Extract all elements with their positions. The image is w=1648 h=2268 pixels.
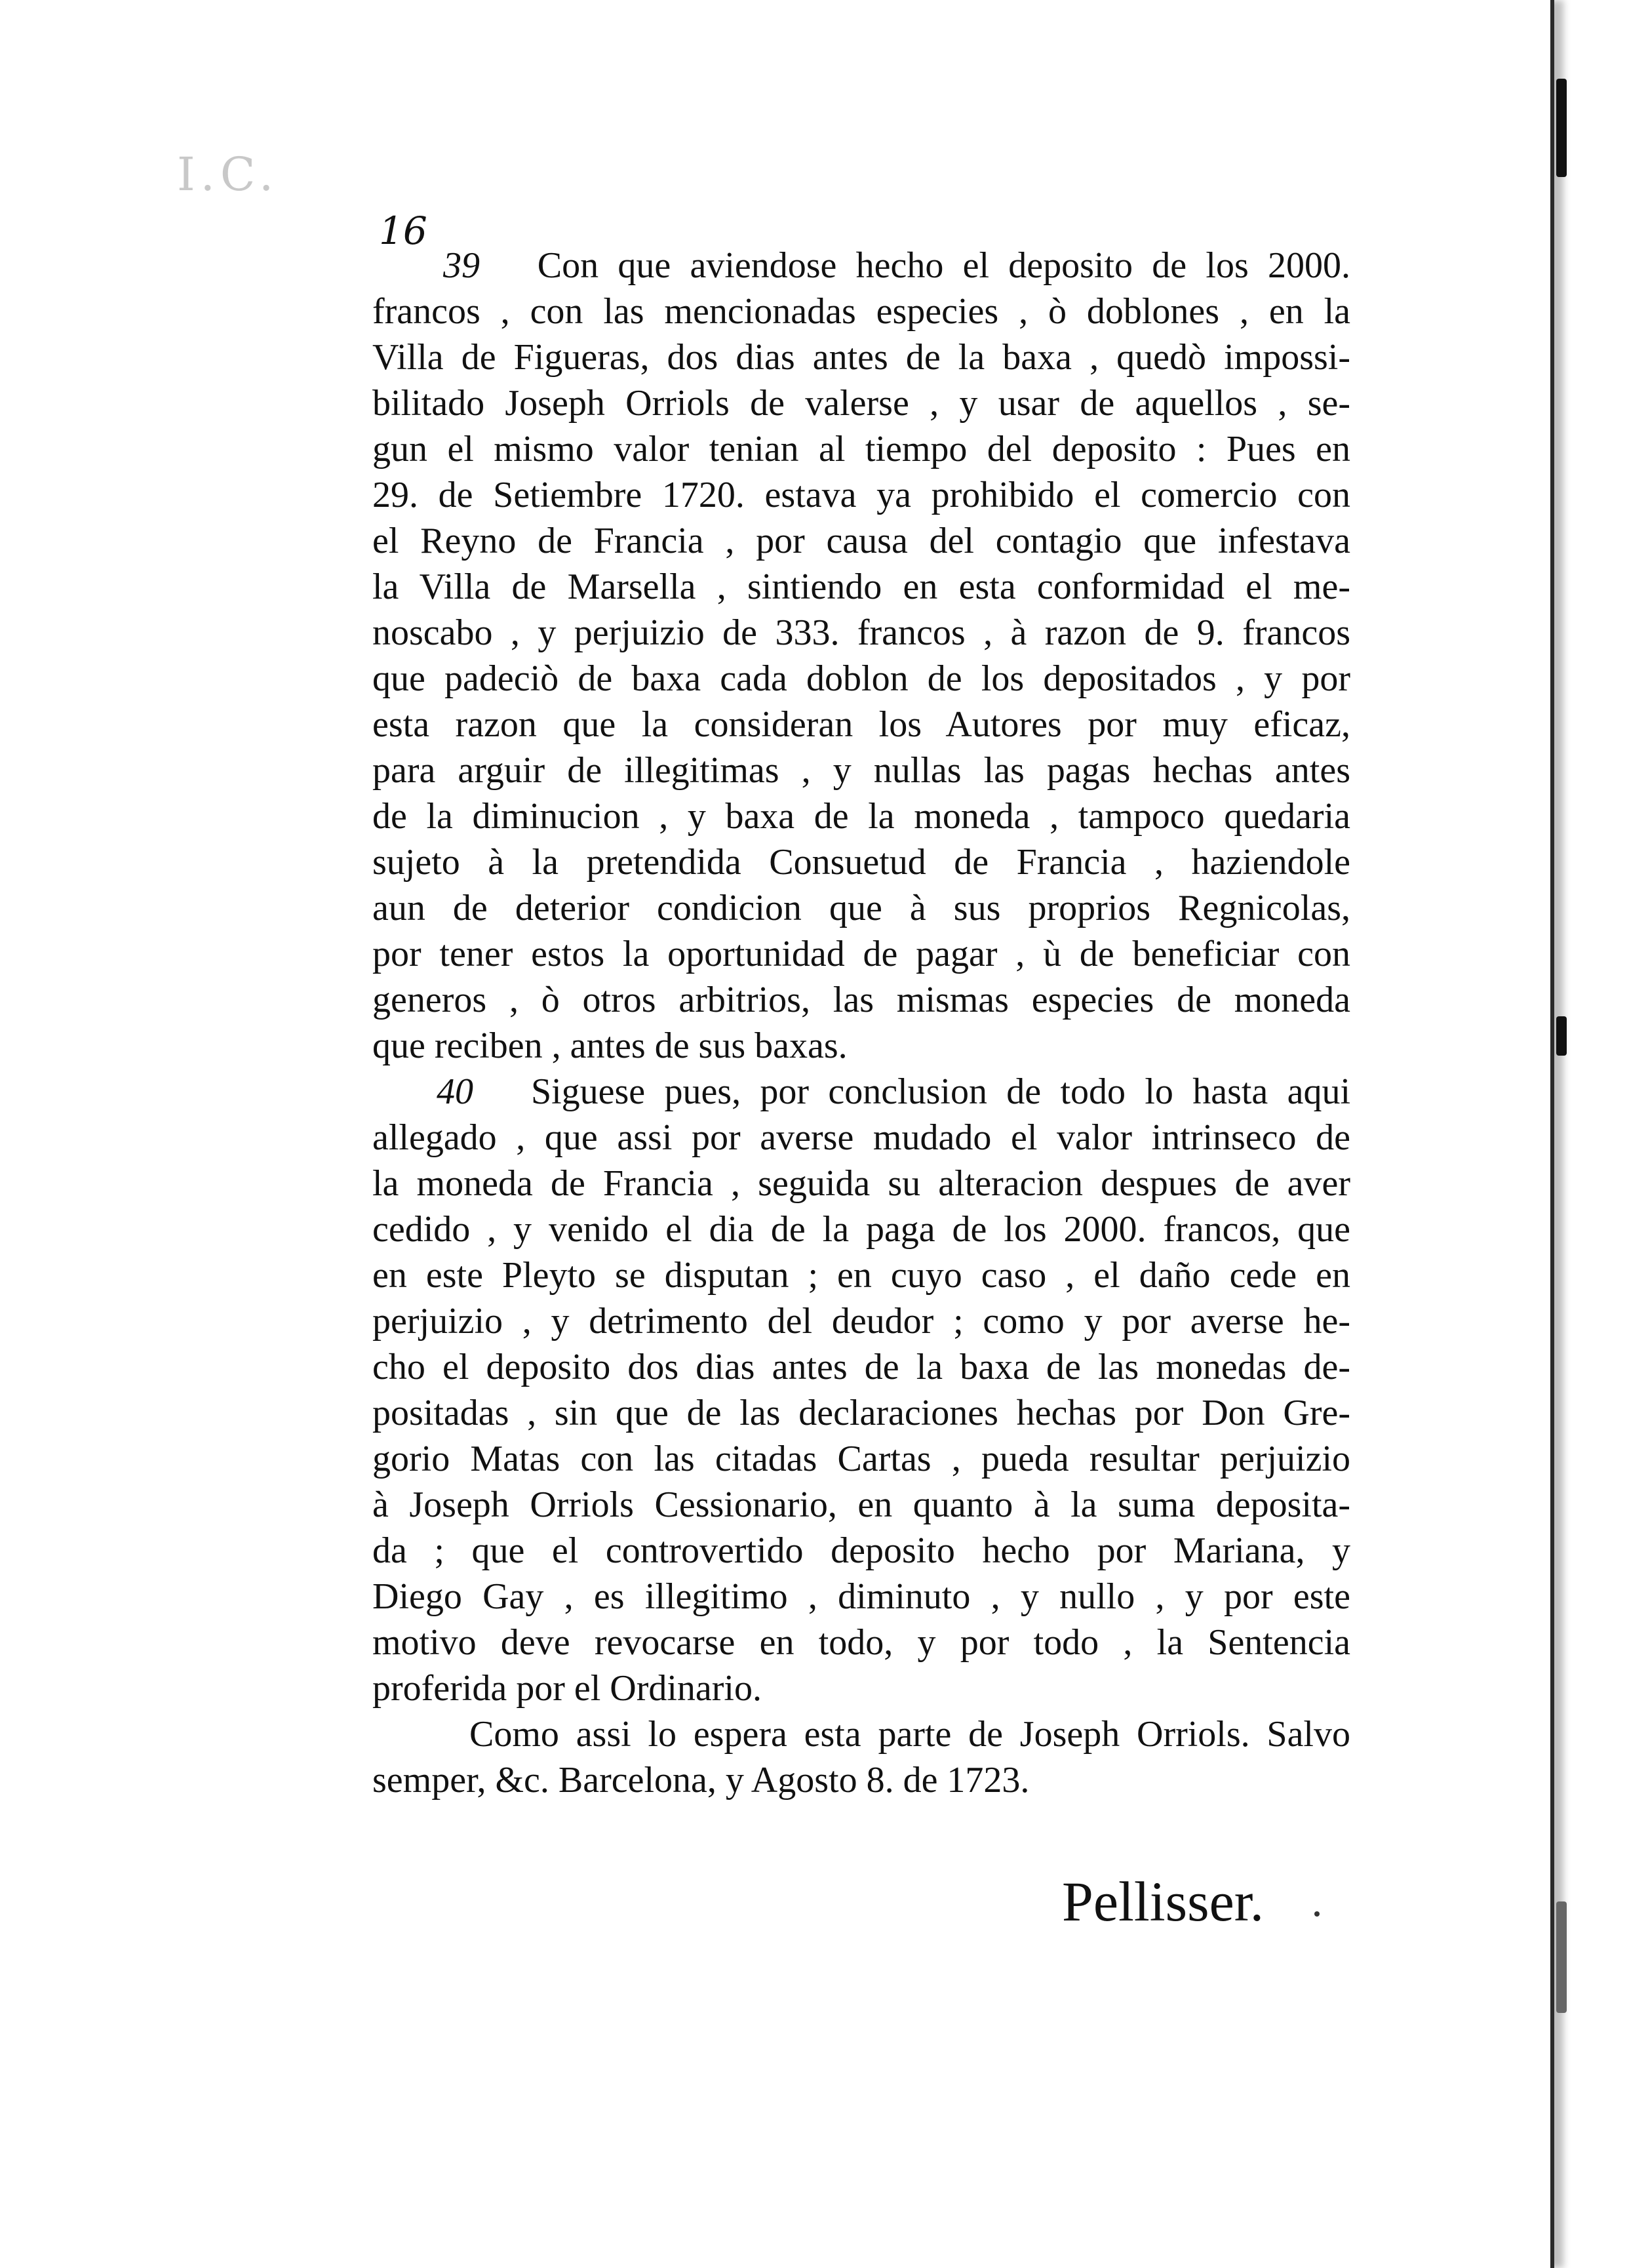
paragraph-39-line: Villa de Figueras, dos dias antes de la baxa , quedò impossi- xyxy=(372,337,1350,378)
paragraph-39-line: noscabo , y perjuizio de 333. francos , à razon de 9. francos xyxy=(372,612,1350,653)
paragraph-39-line: que padeciò de baxa cada doblon de los depositados , y por xyxy=(372,658,1350,699)
signature: Pellisser. xyxy=(1062,1870,1265,1933)
paragraph-39-line: gun el mismo valor tenian al tiempo del deposito : Pues en xyxy=(372,429,1350,469)
paragraph-39-line: aun de deterior condicion que à sus proprios Regnicolas, xyxy=(372,888,1350,928)
paragraph-39-line xyxy=(372,243,1350,288)
closing-line: Como assi lo espera esta parte de Joseph Orriols. Salvo xyxy=(469,1714,1350,1755)
paragraph-40-line: la moneda de Francia , seguida su alteracion despues de aver xyxy=(372,1163,1350,1204)
paragraph-40-line: Diego Gay , es illegitimo , diminuto , y nullo , y por este xyxy=(372,1576,1350,1617)
paragraph-39-line: el Reyno de Francia , por causa del contagio que infestava xyxy=(372,521,1350,561)
closing-line: semper, &c. Barcelona, y Agosto 8. de 1723. xyxy=(372,1760,1030,1800)
corner-mark: I.C. xyxy=(177,148,279,201)
paragraph-39-line: francos , con las mencionadas especies , ò doblones , en la xyxy=(372,291,1350,332)
paragraph-39-line: por tener estos la oportunidad de pagar , ù de beneficiar con xyxy=(372,934,1350,974)
paragraph-40-line: proferida por el Ordinario. xyxy=(372,1668,762,1709)
paragraph-39-line: 29. de Setiembre 1720. estava ya prohibido el comercio con xyxy=(372,475,1350,515)
paragraph-39-line: sujeto à la pretendida Consuetud de Francia , haziendole xyxy=(372,842,1350,883)
ink-dot xyxy=(1314,1911,1320,1917)
paragraph-39-line: generos , ò otros arbitrios, las mismas especies de moneda xyxy=(372,980,1350,1020)
paragraph-text: Con que aviendose hecho el deposito de los 2000. xyxy=(537,245,1350,286)
paragraph-text: Siguese pues, por conclusion de todo lo hasta aqui xyxy=(530,1071,1351,1112)
paragraph-39-line: que reciben , antes de sus baxas. xyxy=(372,1025,848,1066)
paragraph-40-line: motivo deve revocarse en todo, y por todo , la Sentencia xyxy=(372,1622,1350,1663)
body-text xyxy=(372,243,1350,1803)
paragraph-40-line: allegado , que assi por averse mudado el valor intrinseco de xyxy=(372,1117,1350,1158)
paragraph-40-line: gorio Matas con las citadas Cartas , pueda resultar perjuizio xyxy=(372,1439,1350,1479)
paragraph-39-line: de la diminucion , y baxa de la moneda , tampoco quedaria xyxy=(372,796,1350,837)
edge-mark xyxy=(1556,79,1567,177)
paragraph-40-line: perjuizio , y detrimento del deudor ; como y por averse he- xyxy=(372,1301,1350,1342)
paragraph-40-line: da ; que el controvertido deposito hecho por Mariana, y xyxy=(372,1530,1350,1571)
paragraph-39-line: la Villa de Marsella , sintiendo en esta conformidad el me- xyxy=(372,567,1350,607)
page-number: 16 xyxy=(379,209,427,253)
paragraph-40-line: cho el deposito dos dias antes de la baxa de las monedas de- xyxy=(372,1347,1350,1387)
paragraph-39-line: esta razon que la consideran los Autores por muy eficaz, xyxy=(372,704,1350,745)
paragraph-39-line: bilitado Joseph Orriols de valerse , y usar de aquellos , se- xyxy=(372,383,1350,424)
paragraph-number: 39 xyxy=(443,245,480,286)
paragraph-40-line: à Joseph Orriols Cessionario, en quanto à la suma deposita- xyxy=(372,1484,1350,1525)
edge-mark xyxy=(1556,1016,1567,1056)
paragraph-40-line: en este Pleyto se disputan ; en cuyo caso , el daño cede en xyxy=(372,1255,1350,1296)
paragraph-39-line: para arguir de illegitimas , y nullas las pagas hechas antes xyxy=(372,750,1350,791)
paragraph-40-line: positadas , sin que de las declaraciones hechas por Don Gre- xyxy=(372,1393,1350,1433)
paragraph-40-line xyxy=(372,1069,1350,1115)
paragraph-number: 40 xyxy=(437,1071,473,1112)
paragraph-40-line: cedido , y venido el dia de la paga de los 2000. francos, que xyxy=(372,1209,1350,1250)
page-edge xyxy=(1554,0,1580,2268)
edge-mark xyxy=(1556,1901,1567,2013)
